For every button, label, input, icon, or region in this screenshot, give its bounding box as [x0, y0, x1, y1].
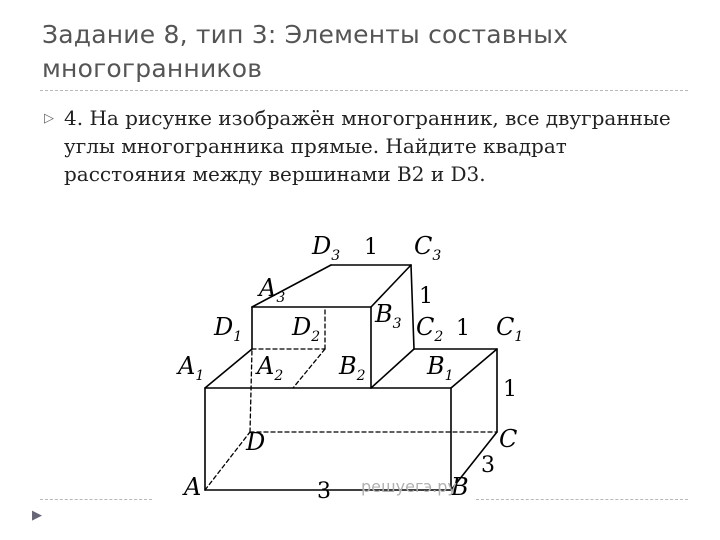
label-D1: $D_1$	[214, 313, 243, 345]
label-B3: $B_3$	[375, 300, 402, 332]
triangle-right-icon: ▷	[44, 111, 54, 126]
label-A3: $A_3$	[259, 274, 286, 306]
length-AB: 3	[317, 479, 331, 504]
label-C3: $C_3$	[414, 232, 442, 264]
label-B1: $B_1$	[427, 352, 454, 384]
slide-title: Задание 8, тип 3: Элементы составных многогранников	[42, 20, 569, 83]
label-A1: $A_1$	[178, 352, 205, 384]
triangle-right-icon[interactable]: ▶	[32, 508, 42, 523]
title-divider	[40, 90, 688, 91]
length-BC: 3	[481, 453, 495, 478]
label-B2: $B_2$	[339, 352, 366, 384]
label-A: A	[184, 473, 202, 501]
footer-divider-left	[40, 499, 152, 500]
label-C2: $C_2$	[416, 313, 444, 345]
label-C: C	[499, 425, 518, 453]
polyhedron-svg	[168, 222, 528, 507]
length-C3D3: 1	[364, 235, 378, 260]
label-A2: $A_2$	[257, 352, 284, 384]
label-D2: $D_2$	[292, 313, 321, 345]
problem-text: 4. На рисунке изображён многогранник, все двугранные углы многогранника прямые. Найдите квадрат расстояния между вершинами B2 и D3.	[64, 106, 671, 186]
length-C1C2: 1	[456, 316, 470, 341]
label-D3: $D_3$	[312, 232, 341, 264]
length-CC1: 1	[503, 377, 517, 402]
length-C2C3: 1	[419, 284, 433, 309]
label-C1: $C_1$	[496, 313, 524, 345]
hidden-edges	[205, 307, 497, 490]
watermark: решуегэ.ру	[361, 477, 457, 496]
footer-divider-right	[476, 499, 688, 500]
label-B: B	[451, 473, 469, 501]
polyhedron-figure	[168, 222, 528, 511]
label-D: D	[246, 428, 266, 456]
